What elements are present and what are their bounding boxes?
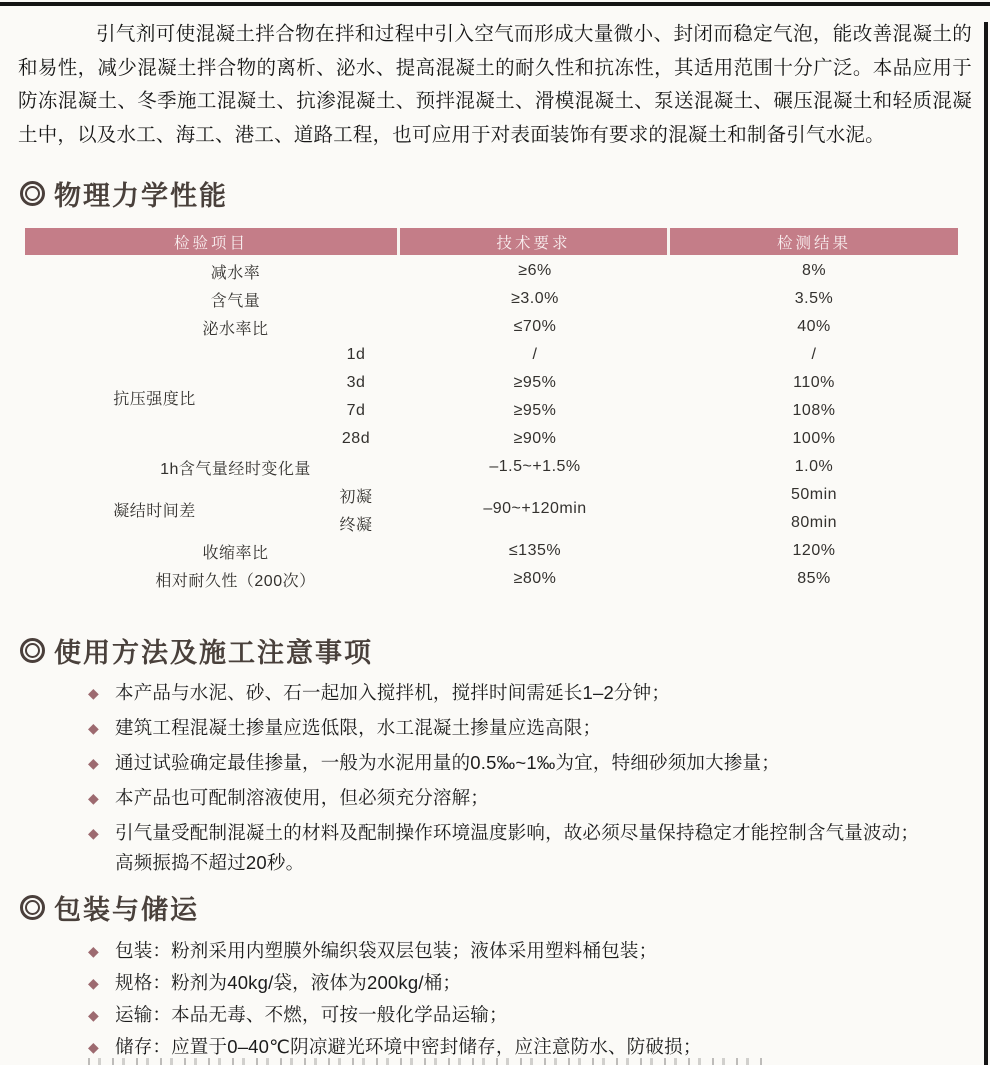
intro-paragraph: 引气剂可使混凝土拌合物在拌和过程中引入空气而形成大量微小、封闭而稳定气泡，能改善混凝土的和易性，减少混凝土拌合物的离析、泌水、提高混凝土的耐久性和抗冻性，其适用范围十分广泛。本品应用于防冻混凝土、冬季施工混凝土、抗渗混凝土、预拌混凝土、滑模混凝土、泵送混凝土、碾压混凝土和轻质混凝土中，以及水工、海工、港工、道路工程，也可应用于对表面装饰有要求的混凝土和制备引气水泥。 <box>18 23 972 146</box>
diamond-bullet-icon: ◆ <box>88 790 99 806</box>
requirement-cell: –90~+120min <box>483 500 587 517</box>
sub-age-cell: 7d <box>346 402 366 419</box>
requirement-cell: / <box>532 346 538 363</box>
table-header-row <box>25 228 958 255</box>
list-item-text: 规格：粉剂为40kg/袋，液体为200kg/桶； <box>115 972 462 993</box>
usage-notes-list <box>88 678 928 883</box>
result-cell: 3.5% <box>794 290 834 307</box>
section-title: 物理力学性能 <box>54 181 228 211</box>
requirement-cell: ≥95% <box>513 402 557 419</box>
requirement-cell: –1.5~+1.5% <box>489 458 581 475</box>
section-title: 使用方法及施工注意事项 <box>54 638 373 668</box>
result-cell: 1.0% <box>794 458 834 475</box>
list-item-text: 建筑工程混凝土掺量应选低限，水工混凝土掺量应选高限； <box>115 717 602 738</box>
result-cell: 80min <box>790 514 838 531</box>
list-item <box>88 748 928 778</box>
list-item <box>88 783 928 813</box>
diamond-bullet-icon: ◆ <box>88 1007 99 1023</box>
list-item-text: 包装：粉剂采用内塑膜外编织袋双层包装；液体采用塑料桶包装； <box>115 940 658 961</box>
stage-cell: 终凝 <box>339 516 373 534</box>
table-header-cell-requirement: 技术要求 <box>400 228 670 255</box>
diamond-bullet-icon: ◆ <box>88 1039 99 1055</box>
list-item-text: 通过试验确定最佳掺量，一般为水泥用量的0.5‰~1‰为宜，特细砂须加大掺量； <box>115 752 780 773</box>
list-item-text: 运输：本品无毒、不燃，可按一般化学品运输； <box>115 1004 508 1025</box>
row-label-cell: 减水率 <box>210 264 261 282</box>
diamond-bullet-icon: ◆ <box>88 825 99 841</box>
section-header-packing <box>20 888 199 927</box>
result-cell: 120% <box>792 542 836 559</box>
row-label-cell: 含气量 <box>210 292 261 310</box>
result-cell: 108% <box>792 402 836 419</box>
result-cell: 50min <box>790 486 838 503</box>
scan-border-top <box>0 2 990 6</box>
stage-cell: 初凝 <box>339 488 373 506</box>
result-cell: / <box>811 346 817 363</box>
result-cell: 100% <box>792 430 836 447</box>
cut-off-text-strip <box>88 1058 768 1065</box>
requirement-cell: ≥95% <box>513 374 557 391</box>
sub-age-cell: 1d <box>346 346 366 363</box>
row-label-cell: 泌水率比 <box>202 320 269 338</box>
requirement-cell: ≥3.0% <box>511 290 559 307</box>
table-header-cell-result: 检测结果 <box>670 228 958 255</box>
result-cell: 85% <box>797 570 831 587</box>
section-header-physical <box>20 174 228 213</box>
requirement-cell: ≥80% <box>513 570 557 587</box>
sub-age-cell: 3d <box>346 374 366 391</box>
double-circle-marker-icon <box>20 638 45 663</box>
diamond-bullet-icon: ◆ <box>88 943 99 959</box>
list-item <box>88 936 928 966</box>
result-cell: 110% <box>793 374 835 391</box>
requirement-cell: ≥90% <box>513 430 557 447</box>
group-label-cell: 抗压强度比 <box>113 390 196 408</box>
double-circle-marker-icon <box>20 181 45 206</box>
row-label-cell: 相对耐久性（200次） <box>155 572 316 590</box>
list-item <box>88 968 928 998</box>
scan-border-right <box>984 22 988 1065</box>
row-label-cell: 1h含气量经时变化量 <box>160 460 311 478</box>
row-label-cell: 收缩率比 <box>202 544 269 562</box>
list-item-text: 本产品与水泥、砂、石一起加入搅拌机，搅拌时间需延长1–2分钟； <box>115 682 671 703</box>
result-cell: 40% <box>797 318 831 335</box>
diamond-bullet-icon: ◆ <box>88 720 99 736</box>
table-body <box>25 255 958 593</box>
requirement-cell: ≤135% <box>508 542 562 559</box>
section-header-usage <box>20 631 373 670</box>
list-item-text: 储存：应置于0–40℃阴凉避光环境中密封储存，应注意防水、防破损； <box>115 1036 702 1057</box>
physical-properties-table <box>25 228 958 593</box>
diamond-bullet-icon: ◆ <box>88 685 99 701</box>
list-item <box>88 818 928 878</box>
diamond-bullet-icon: ◆ <box>88 975 99 991</box>
list-item <box>88 1000 928 1030</box>
diamond-bullet-icon: ◆ <box>88 755 99 771</box>
requirement-cell: ≥6% <box>518 262 552 279</box>
list-item-text: 引气量受配制混凝土的材料及配制操作环境温度影响，故必须尽量保持稳定才能控制含气量波动；高频振捣不超过20秒。 <box>115 822 920 873</box>
table-header-cell-item: 检验项目 <box>25 228 400 255</box>
list-item-text: 本产品也可配制溶液使用，但必须充分溶解； <box>115 787 490 808</box>
result-cell: 8% <box>801 262 827 279</box>
double-circle-marker-icon <box>20 895 45 920</box>
section-title: 包装与储运 <box>54 895 199 925</box>
packing-storage-list <box>88 936 928 1064</box>
group-label-cell: 凝结时间差 <box>113 502 196 520</box>
list-item <box>88 678 928 708</box>
requirement-cell: ≤70% <box>513 318 557 335</box>
list-item <box>88 713 928 743</box>
sub-age-cell: 28d <box>341 430 371 447</box>
